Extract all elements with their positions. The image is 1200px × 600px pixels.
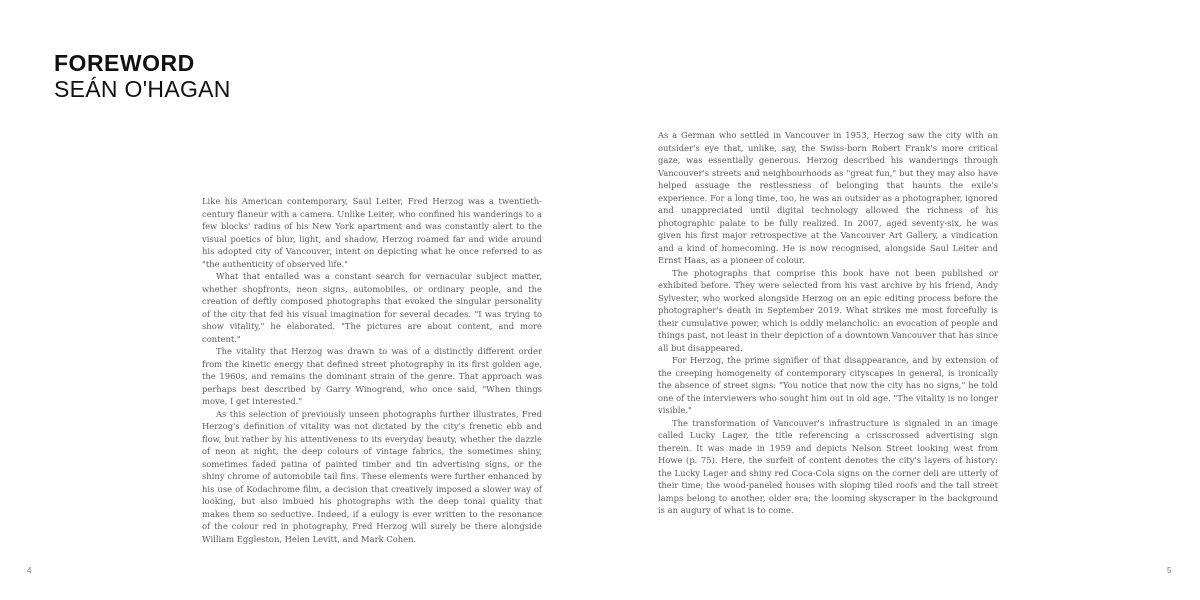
paragraph: The photographs that comprise this book have not been published or exhibited before. They were selected from his vast archive by his friend, Andy Sylvester, who worked alongside Herzog on an epic editing process before the photographer's death in September 2019. What strikes me most forcefully is their cumulative power, which is oddly melancholic: an evocation of people and things past, not least in their depiction of a downtown Vancouver that has since all but disappeared. bbox=[658, 267, 998, 353]
paragraph: The vitality that Herzog was drawn to was of a distinctly different order from the kinetic energy that defined street photography in its first golden age, the 1960s, and remains the dominant strain of the genre. That approach was perhaps best described by Garry Winogrand, who once said, "When things move, I get interested." bbox=[202, 346, 542, 406]
paragraph: Like his American contemporary, Saul Leiter, Fred Herzog was a twentieth-century flaneur with a camera. Unlike Leiter, who confined his wanderings to a few blocks' radius of his New York apartment and was constantly alert to the visual poetics of blur, light, and shadow, Herzog roamed far and wide around his adopted city of Vancouver, intent on depicting what he once referred to as "the authenticity of observed life." bbox=[202, 196, 542, 269]
foreword-heading bbox=[54, 50, 231, 103]
paragraph: What that entailed was a constant search for vernacular subject matter, whether shopfronts, neon signs, automobiles, or ordinary people, and the creation of deftly composed photographs that evoked the singular personality of the city that fed his visual imagination for several decades. "I was trying to show vitality," he elaborated. "The pictures are about content, and more content." bbox=[202, 271, 542, 344]
page-number-right: 5 bbox=[1167, 566, 1172, 575]
page-number-left: 4 bbox=[27, 566, 32, 575]
paragraph: For Herzog, the prime signifier of that disappearance, and by extension of the creeping homogeneity of contemporary cityscapes in general, is ironically the absence of street signs: "You notice that now the city has no signs," he told one of the interviewers who sought him out in old age. "The vitality is no longer visible." bbox=[658, 355, 998, 415]
paragraph: The transformation of Vancouver's infrastructure is signaled in an image called Lucky Lager, the title referencing a crisscrossed advertising sign therein. It was made in 1959 and depicts Nelson Street looking west from Howe (p. 75). Here, the surfeit of content denotes the city's layers of history: the Lucky Lager and shiny red Coca-Cola signs on the corner deli are utterly of their time; the wood-paneled houses with sloping tiled roofs and the tall street lamps belong to another, older era; the looming skyscraper in the background is an augury of what is to come. bbox=[658, 417, 998, 515]
paragraph: As this selection of previously unseen photographs further illustrates, Fred Herzog's definition of vitality was not dictated by the city's frenetic ebb and flow, but rather by his attentiveness to its everyday beauty, whether the dazzle of neon at night, the deep colours of vintage fabrics, the sometimes shiny, sometimes faded patina of painted timber and tin advertising signs, or the shiny chrome of automobile tail fins. These elements were further enhanced by his use of Kodachrome film, a decision that creatively imposed a slower way of looking, but also imbued his photographs with the deep tonal quality that makes them so seductive. Indeed, if a eulogy is ever written to the resonance of the colour red in photography, Fred Herzog will surely be there alongside William Eggleston, Helen Levitt, and Mark Cohen. bbox=[202, 408, 542, 544]
paragraph: As a German who settled in Vancouver in 1953, Herzog saw the city with an outsider's eye that, unlike, say, the Swiss-born Robert Frank's more critical gaze, was essentially generous. Herzog described his wanderings through Vancouver's streets and neighbourhoods as "great fun," but they may also have helped assuage the restlessness of belonging that haunts the exile's experience. For a long time, too, he was an outsider as a photographer, ignored and unappreciated until digital technology allowed the richness of his photographic palate to be fully realized. In 2007, aged seventy-six, he was given his first major retrospective at the Vancouver Art Gallery, a vindication and a kind of homecoming. He is now recognised, alongside Saul Leiter and Ernst Haas, as a pioneer of colour. bbox=[658, 130, 998, 265]
left-text-column bbox=[202, 195, 542, 545]
author-name: SEÁN O'HAGAN bbox=[54, 76, 231, 102]
right-text-column bbox=[658, 129, 998, 517]
foreword-title: FOREWORD bbox=[54, 50, 195, 76]
